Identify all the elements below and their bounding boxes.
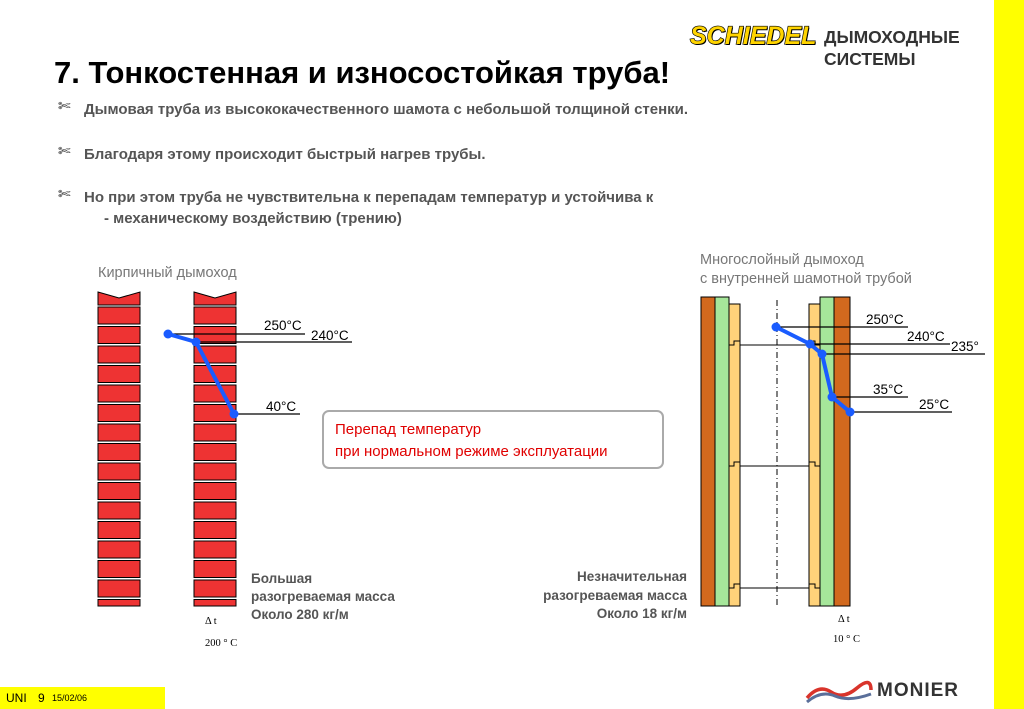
- brick: [98, 366, 140, 383]
- brick: [98, 463, 140, 480]
- bullet-text: Благодаря этому происходит быстрый нагрев трубы.: [84, 146, 486, 163]
- footer-page-number: 9: [38, 691, 45, 705]
- curve-point: [828, 393, 837, 402]
- temp-label-35: 35°C: [873, 382, 904, 397]
- curve-point: [818, 350, 827, 359]
- brick: [98, 424, 140, 441]
- brick: [194, 385, 236, 402]
- temp-label-250: 250°C: [866, 312, 904, 327]
- brick: [194, 463, 236, 480]
- brick: [98, 580, 140, 597]
- brick: [98, 561, 140, 578]
- brick: [98, 600, 140, 607]
- temp-label-40: 40°C: [266, 399, 297, 414]
- brick: [98, 385, 140, 402]
- multi-mass-line-3: Около 18 кг/м: [596, 606, 687, 621]
- brick: [98, 502, 140, 519]
- brick: [194, 502, 236, 519]
- curve-point: [772, 323, 781, 332]
- curve-point: [164, 330, 173, 339]
- brick: [98, 307, 140, 324]
- liner-joints: [729, 341, 820, 588]
- bullet-subtext: - механическому воздействию (трению): [104, 210, 402, 227]
- brick-mass-line-1: Большая: [251, 571, 313, 586]
- brick: [98, 346, 140, 363]
- footer-uni: UNI: [6, 691, 27, 705]
- brand-subtitle-line-1: ДЫМОХОДНЫЕ: [824, 27, 960, 47]
- curve-point: [230, 410, 239, 419]
- brick-delta-t: Δ t: [205, 616, 217, 627]
- brick: [194, 561, 236, 578]
- curve-point: [846, 408, 855, 417]
- curve-point: [192, 338, 201, 347]
- brick: [194, 483, 236, 500]
- multi-mass-line-2: разогреваемая масса: [543, 588, 687, 603]
- brand-subtitle-line-2: СИСТЕМЫ: [824, 49, 916, 69]
- note-line-1: Перепад температур: [335, 421, 482, 438]
- multi-chimney-label-2: с внутренней шамотной трубой: [700, 271, 912, 287]
- curve-point: [806, 340, 815, 349]
- brick: [194, 580, 236, 597]
- brick: [194, 600, 236, 607]
- brick-delta-t-value: 200 ° C: [205, 638, 238, 649]
- temp-label-250: 250°C: [264, 318, 302, 333]
- scissors-icon: ✄: [58, 98, 71, 115]
- scissors-icon: ✄: [58, 143, 71, 160]
- brick: [194, 541, 236, 558]
- temp-label-25: 25°C: [919, 397, 950, 412]
- brick: [194, 444, 236, 461]
- brick-mass-line-2: разогреваемая масса: [251, 589, 395, 604]
- multi-delta-t: Δ t: [838, 614, 850, 625]
- multi-mass-line-1: Незначительная: [577, 569, 687, 584]
- temp-label-240: 240°C: [311, 328, 349, 343]
- monier-wave-icon: [805, 678, 873, 704]
- brick: [98, 405, 140, 422]
- brick-chimney-label: Кирпичный дымоход: [98, 265, 237, 281]
- multi-chimney-label-1: Многослойный дымоход: [700, 252, 864, 268]
- footer-page-info: [0, 687, 165, 709]
- brick: [194, 424, 236, 441]
- temp-label-240: 240°C: [907, 329, 945, 344]
- brick-wall-right: [194, 292, 236, 606]
- schiedel-wordmark: SCHIEDEL: [690, 22, 817, 50]
- monier-logo: [805, 678, 985, 704]
- brick: [98, 483, 140, 500]
- brick: [98, 522, 140, 539]
- brick: [98, 541, 140, 558]
- bullet-text: Дымовая труба из высококачественного шамота с небольшой толщиной стенки.: [84, 101, 689, 118]
- brick-mass-line-3: Около 280 кг/м: [251, 607, 349, 622]
- note-line-2: при нормальном режиме эксплуатации: [335, 443, 608, 460]
- scissors-icon: ✄: [58, 186, 71, 203]
- brick: [98, 444, 140, 461]
- brick: [98, 327, 140, 344]
- bullet-text: Но при этом труба не чувствительна к перепадам температур и устойчива к: [84, 189, 654, 206]
- slide-title: 7. Тонкостенная и износостойкая труба!: [54, 55, 671, 90]
- multi-delta-t-value: 10 ° C: [833, 634, 860, 645]
- brick: [194, 307, 236, 324]
- brick-wall-left: [98, 292, 140, 606]
- brick: [194, 522, 236, 539]
- footer-date: 15/02/06: [52, 693, 88, 703]
- temp-label-235: 235°: [951, 339, 979, 354]
- monier-wordmark: MONIER: [877, 680, 959, 701]
